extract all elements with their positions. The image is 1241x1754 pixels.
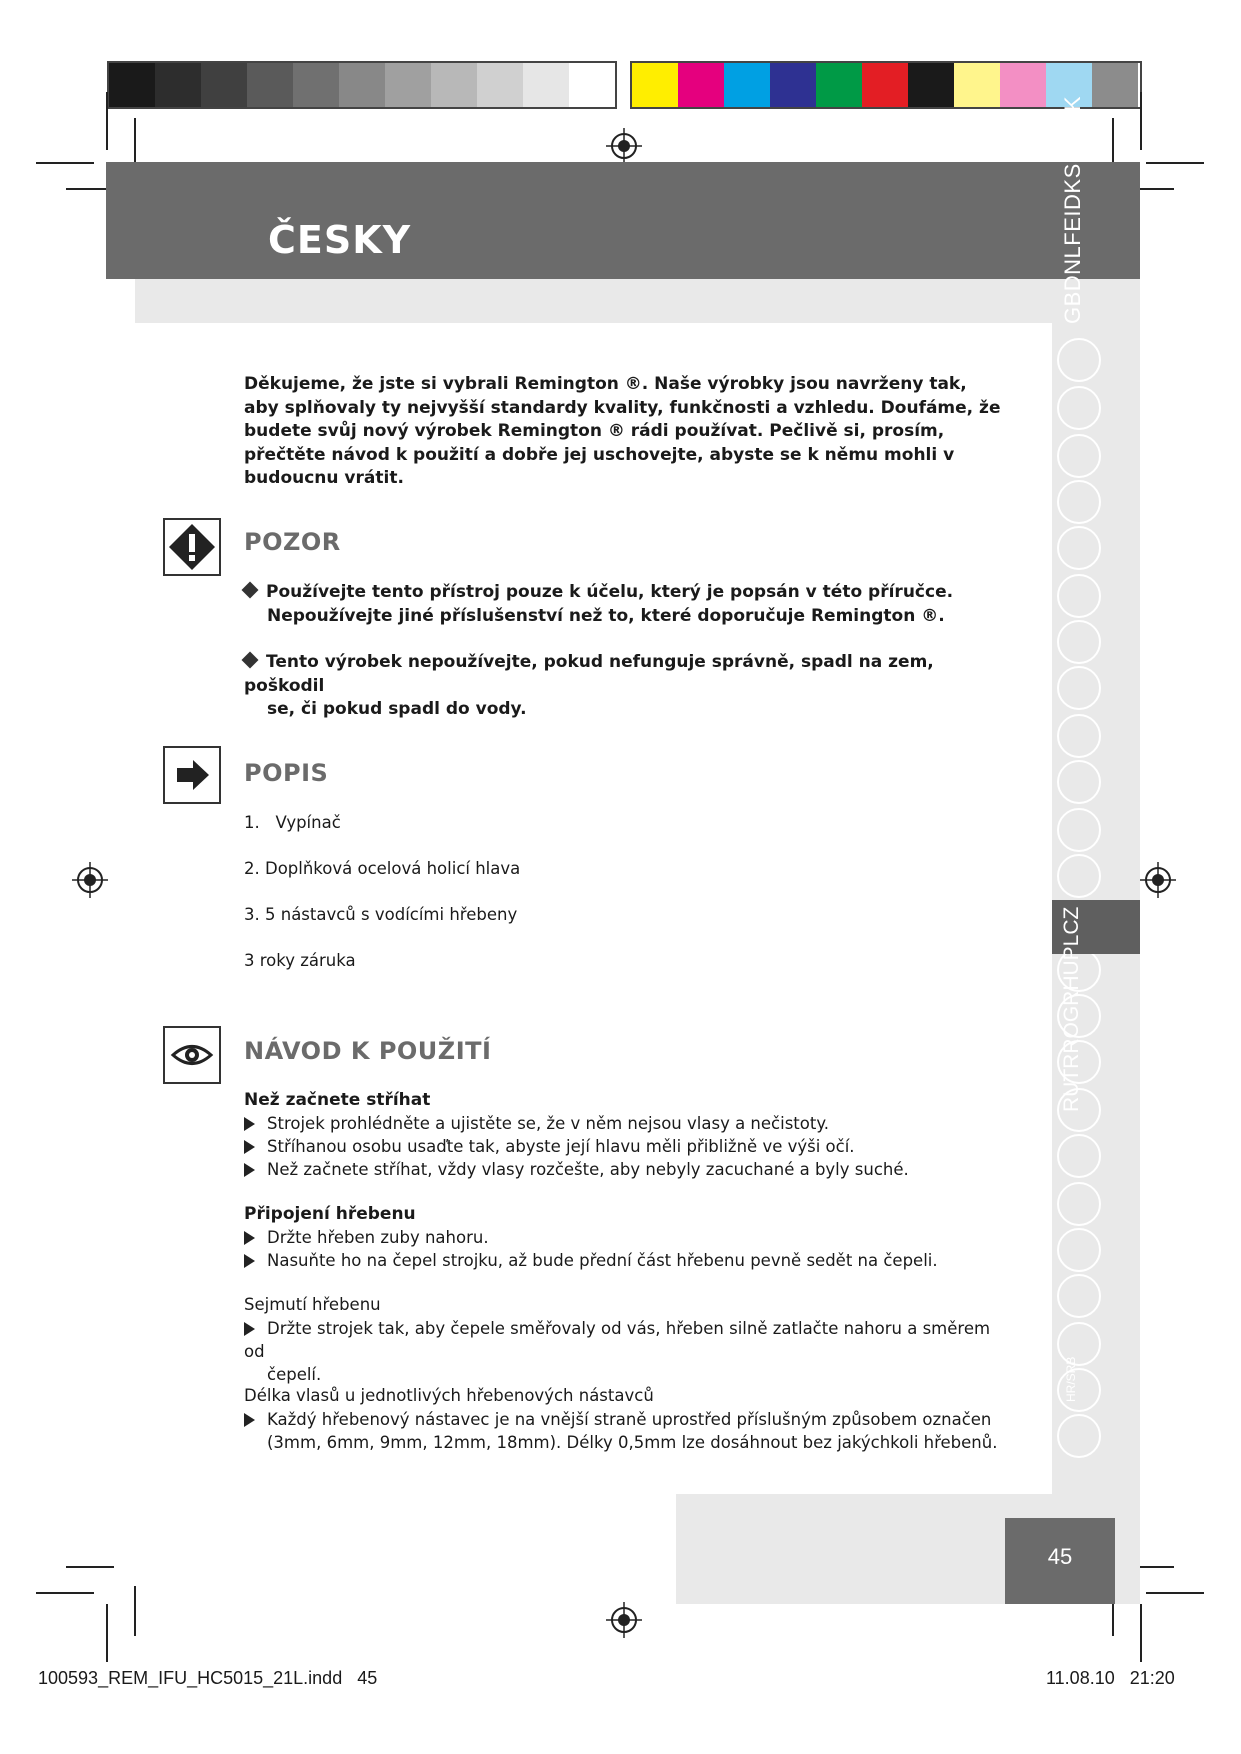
list-item: Každý hřebenový nástavec je na vnější straně uprostřed příslušným způsobem označen (3mm, 6mm, 9mm, 12mm, 18mm). Délky 0,5mm lze dosáhnout bez jakýchkoli hřebenů.	[244, 1408, 1014, 1454]
language-tab-ring	[1057, 526, 1101, 570]
page-title: ČESKY	[268, 218, 412, 262]
description-item: 1. Vypínač	[244, 813, 341, 832]
language-codes-top: GBDNLFEIDKSFINSK	[1060, 95, 1085, 324]
footer-date-slug: 11.08.10 21:20	[1046, 1668, 1175, 1688]
crop-mark	[1112, 118, 1114, 168]
language-tab-ring	[1057, 666, 1101, 710]
crop-mark	[106, 92, 108, 150]
language-tab-ring	[1057, 480, 1101, 524]
crop-mark	[1140, 92, 1142, 150]
crop-mark	[36, 1592, 94, 1594]
description-item: 2. Doplňková ocelová holicí hlava	[244, 859, 521, 878]
list-item: Strojek prohlédněte a ujistěte se, že v něm nejsou vlasy a nečistoty.	[244, 1112, 1014, 1135]
subheading: Připojení hřebenu	[244, 1204, 416, 1224]
page-number: 45	[1047, 1544, 1073, 1569]
color-bar-frame-left	[107, 61, 617, 109]
description-icon-box	[163, 746, 221, 804]
list-item: Držte strojek tak, aby čepele směřovaly od vás, hřeben silně zatlačte nahoru a směrem od čepelí.	[244, 1319, 991, 1384]
description-item: 3. 5 nástavců s vodícími hřebeny	[244, 905, 518, 924]
crop-mark	[134, 118, 136, 168]
header-band	[106, 162, 1140, 279]
description-heading: POPIS	[244, 759, 329, 787]
registration-mark-icon	[606, 128, 642, 164]
warning-heading: POZOR	[244, 528, 341, 556]
instructions-icon-box	[163, 1026, 221, 1084]
language-tab-ring	[1057, 434, 1101, 478]
list-item: Stříhanou osobu usaďte tak, abyste její hlavu měli přibližně ve výši očí.	[244, 1135, 1014, 1158]
language-tab-ring	[1057, 1134, 1101, 1178]
language-tab-ring	[1057, 1274, 1101, 1318]
list-item: Než začnete stříhat, vždy vlasy rozčešte, aby nebyly zacuchané a byly suché.	[244, 1158, 1014, 1181]
list-item: Nasuňte ho na čepel strojku, až bude přední část hřebenu pevně sedět na čepeli.	[244, 1249, 1014, 1272]
arrow-right-icon	[165, 748, 219, 802]
triangle-bullet-icon	[244, 1413, 255, 1427]
language-tab-ring	[1057, 1182, 1101, 1226]
language-tab-ring	[1057, 338, 1101, 382]
triangle-bullet-icon	[244, 1254, 255, 1268]
language-tab-ring	[1057, 1414, 1101, 1458]
crop-mark	[66, 1566, 114, 1568]
crop-mark	[1140, 1604, 1142, 1662]
warning-item: Používejte tento přístroj pouze k účelu, který je popsán v této příručce. Nepoužívejte jiné příslušenství než to, které doporučuje Remington ®.	[244, 581, 1004, 628]
language-tab-ring	[1057, 574, 1101, 618]
subheading: Délka vlasů u jednotlivých hřebenových nástavců	[244, 1386, 654, 1405]
language-tab-ring	[1057, 714, 1101, 758]
language-tab-ring	[1057, 808, 1101, 852]
intro-paragraph: Děkujeme, že jste si vybrali Remington ®. Naše výrobky jsou navrženy tak, aby splňovaly ty nejvyšší standardy kvality, funkčnosti a vzhledu. Doufáme, že budete svůj nový výrobek Remington ® rádi používat. Pečlivě si, prosím, přečtěte návod k použití a dobře jej uschovejte, abyste se k němu mohli v budoucnu vrátit.	[244, 374, 1001, 488]
registration-mark-icon	[72, 862, 108, 898]
subheading: Než začnete stříhat	[244, 1090, 431, 1110]
diamond-bullet-icon	[242, 582, 259, 599]
eye-icon	[165, 1028, 219, 1082]
subheading: Sejmutí hřebenu	[244, 1295, 381, 1314]
language-tab-ring	[1057, 386, 1101, 430]
crop-mark	[36, 162, 94, 164]
triangle-bullet-icon	[244, 1163, 255, 1177]
header-shadow	[135, 279, 1052, 323]
warning-icon	[165, 520, 219, 574]
registration-mark-icon	[606, 1602, 642, 1638]
language-tab-ring	[1057, 854, 1101, 898]
language-tab-ring	[1057, 760, 1101, 804]
list-item: Držte hřeben zuby nahoru.	[244, 1226, 1014, 1249]
crop-mark	[134, 1586, 136, 1636]
language-codes-middle: RUTRROGRHUPLCZ	[1060, 906, 1083, 1112]
diamond-bullet-icon	[242, 652, 259, 669]
language-codes-bottom: HR/SRB	[1064, 1356, 1078, 1402]
language-tab-ring	[1057, 1228, 1101, 1272]
triangle-bullet-icon	[244, 1231, 255, 1245]
triangle-bullet-icon	[244, 1322, 255, 1336]
description-item: 3 roky záruka	[244, 951, 356, 970]
instructions-heading: NÁVOD K POUŽITÍ	[244, 1037, 492, 1065]
triangle-bullet-icon	[244, 1140, 255, 1154]
warning-item: Tento výrobek nepoužívejte, pokud nefunguje správně, spadl na zem, poškodil se, či pokud spadl do vody.	[244, 651, 1004, 722]
crop-mark	[1146, 162, 1204, 164]
registration-mark-icon	[1140, 862, 1176, 898]
triangle-bullet-icon	[244, 1117, 255, 1131]
footer-file-slug: 100593_REM_IFU_HC5015_21L.indd 45	[38, 1668, 378, 1688]
crop-mark	[1146, 1592, 1204, 1594]
crop-mark	[106, 1604, 108, 1662]
language-tab-ring	[1057, 620, 1101, 664]
warning-icon-box	[163, 518, 221, 576]
